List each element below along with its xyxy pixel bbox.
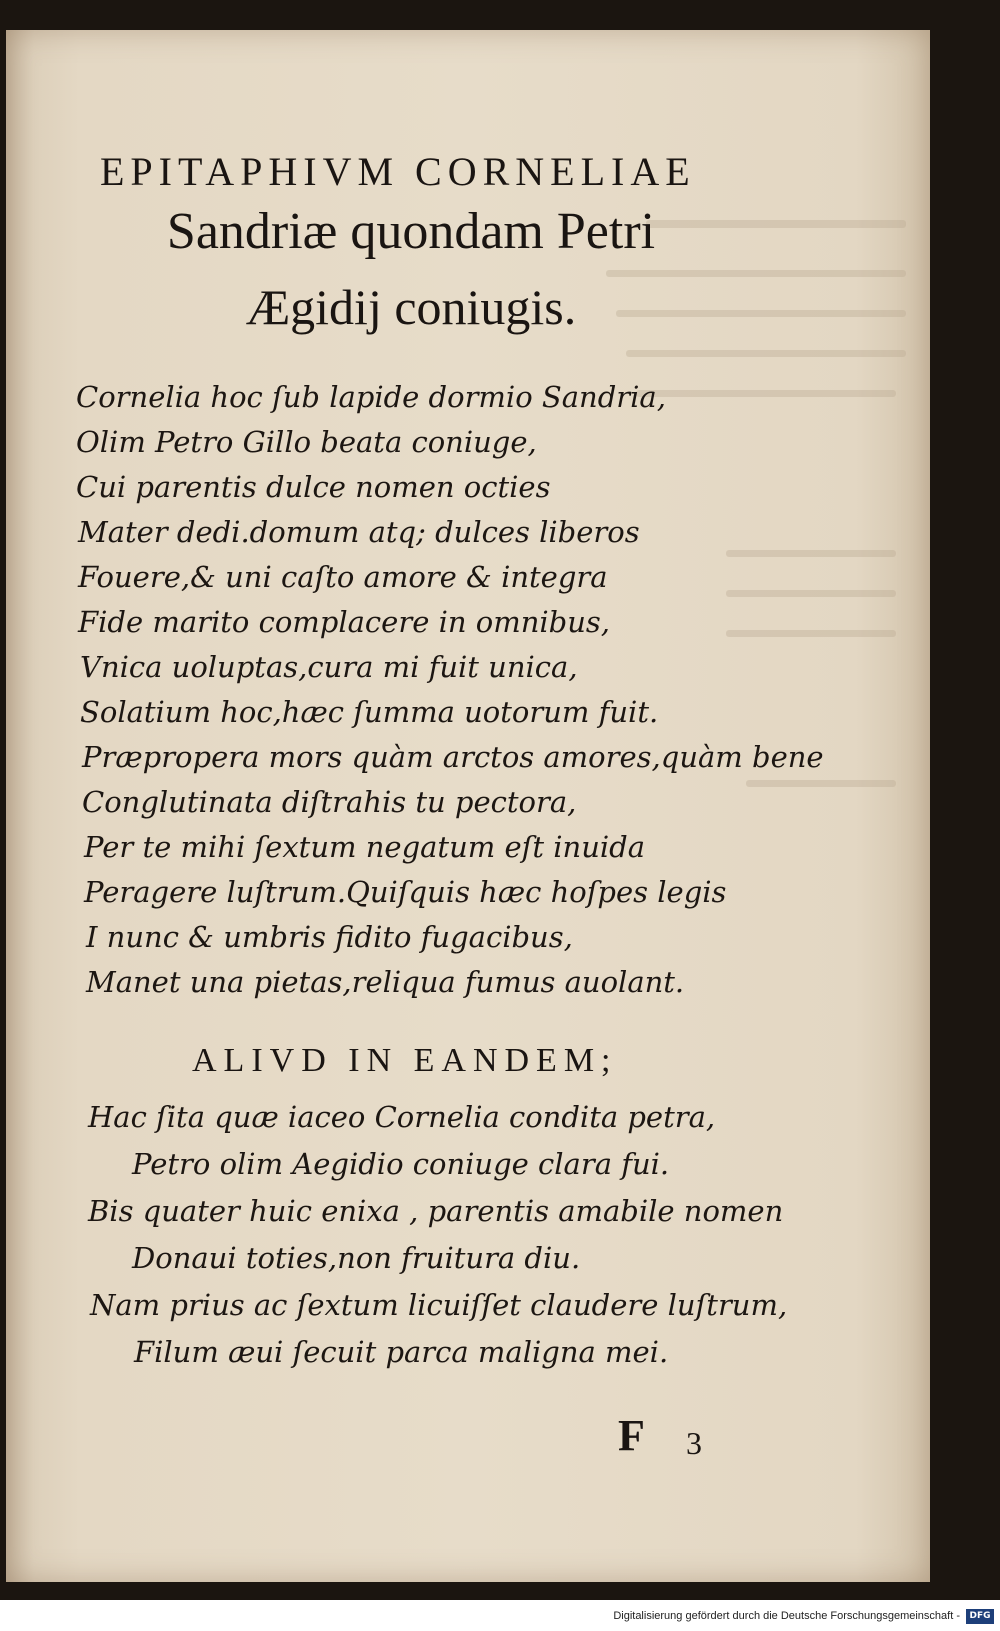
- page-number: 3: [686, 1425, 702, 1461]
- poem-2-line: Filum æui ſecuit parca maligna mei.: [134, 1335, 669, 1369]
- poem-1-line: Vnica uoluptas,cura mi fuit unica,: [80, 650, 578, 684]
- poem-1-line: Mater dedi.domum atq; dulces liberos: [78, 515, 640, 549]
- poem-2-line: Petro olim Aegidio coniuge clara fui.: [132, 1147, 670, 1181]
- poem-1-line: Solatium hoc,hæc ſumma uotorum fuit.: [80, 695, 659, 729]
- poem-1-line: Manet una pietas,reliqua fumus auolant.: [86, 965, 685, 999]
- digitization-footer: [0, 1604, 1000, 1631]
- dfg-logo-icon: DFG: [966, 1609, 994, 1624]
- poem-2-line: Donaui toties,non fruitura diu.: [132, 1241, 581, 1275]
- poem-1-line: Per te mihi ſextum negatum eſt inuida: [84, 830, 645, 864]
- poem-1-line: Præpropera mors quàm arctos amores,quàm bene: [82, 740, 824, 774]
- poem-1-line: Peragere luſtrum.Quiſquis hæc hoſpes legis: [84, 875, 727, 909]
- aliud-heading: ALIVD IN EANDEM;: [192, 1042, 618, 1079]
- poem-2-line: Nam prius ac ſextum licuiſſet claudere luſtrum,: [90, 1288, 788, 1322]
- poem-1-line: Conglutinata diſtrahis tu pectora,: [82, 785, 577, 819]
- book-page: [6, 30, 930, 1582]
- poem-1-line: Cui parentis dulce nomen octies: [76, 470, 551, 504]
- subtitle-line-1: Sandriæ quondam Petri: [166, 203, 656, 260]
- subtitle-line-2: Ægidij coniugis.: [245, 279, 577, 335]
- poem-1-line: Cornelia hoc ſub lapide dormio Sandria,: [76, 380, 666, 414]
- epitaph-title: EPITAPHIVM CORNELIAE: [100, 149, 696, 194]
- poem-1-line: Olim Petro Gillo beata coniuge,: [76, 425, 537, 459]
- footer-credit: Digitalisierung gefördert durch die Deutsche Forschungsgemeinschaft -: [613, 1610, 960, 1622]
- poem-1-line: Fouere,& uni caſto amore & integra: [78, 560, 608, 594]
- poem-1-line: Fide marito complacere in omnibus,: [78, 605, 610, 639]
- poem-2-line: Bis quater huic enixa , parentis amabile nomen: [88, 1194, 784, 1228]
- poem-2-line: Hac ſita quæ iaceo Cornelia condita petra,: [88, 1100, 716, 1134]
- signature-mark: F: [618, 1411, 645, 1460]
- poem-1-line: I nunc & umbris fidito fugacibus,: [86, 920, 573, 954]
